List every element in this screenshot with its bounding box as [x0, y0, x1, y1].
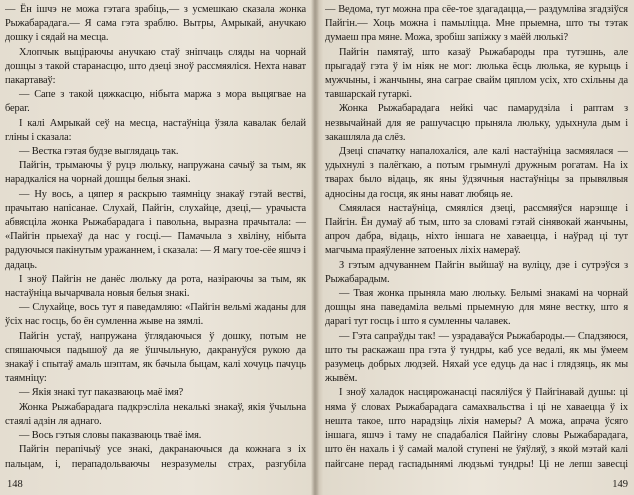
paragraph: І зноў Пайгін не данёс люльку да рота, назіраючы за тым, як настаўніца вычарчвала новыя белыя знакі.	[5, 273, 306, 300]
paragraph: Пайгін, трымаючы ў руцэ люльку, напружана сачыў за тым, як нарадкаліся на чорнай дошцы белыя знакі.	[5, 160, 306, 186]
paragraph: Пайгін перапічыў усе знакі, дакранаючыся да кожнага з іх пальцам, і, перападольваючы незразумелы страх, разгубіла	[5, 444, 306, 470]
paragraph: — Слухайце, вось тут я паведамляю: «Пайгін вельмі жаданы для ўсіх нас госць, бо ён сумленна жыве на зямлі.	[5, 302, 306, 328]
page-number-right: 149	[612, 479, 628, 490]
paragraph: — Ён ішчэ не можа гэтага зрабіць,— з усмешкаю сказала жонка Рыжабарадага.— Я сама гэта зраблю. Вытры, Амрыкай, анучкаю дошку і сядай на месца.	[5, 4, 306, 44]
paragraph: Жонка Рыжабарадага нейкі час памарудзіла і раптам з незвычайнай для яе рашучасцю прыняла люльку, удыхнула дым і закашляла да слёз.	[325, 103, 628, 143]
page-number-left: 148	[7, 479, 23, 490]
paragraph: — Твая жонка прыняла маю люльку. Белымі знакамі на чорнай дошцы яна паведаміла вельмі прыемную для мяне вестку, што я дарагі тут госць і што я сумленны чалавек.	[325, 288, 628, 328]
paragraph: Пайгін устаў, напружана ўглядаючыся ў дошку, потым не спяшаючыся падышоў да яе ўшчыльную, дакрануўся рукою да знакаў і спытаў амаль шэптам, як бачыла быцам, калі хочуць пачуць таямніцу:	[5, 330, 306, 385]
paragraph: Смяялася настаўніца, смяяліся дзеці, рассмяяўся нарэшце і Пайгін. Ён думаў аб тым, што за словамі гэтай сінявокай жанчыны, апроч дабра, відаць, ніхто іншага не хаваецца, і наўрад ці тут магчыма праяўленне затоеных ліхіх намераў.	[325, 202, 628, 257]
book-gutter	[311, 0, 319, 495]
paragraph: — Ну вось, а цяпер я раскрыю таямніцу знакаў гэтай вестві, прачытаю напісанае. Слухай, Пайгін, слухайце, дзеці,— урачыста абвясціла жонка Рыжабарадага і павольна, выразна прачытала: — «Пайгін прыехаў да нас у госці.— Памачыла з хвіліну, нібыта радуючыся пакінутым уражаннем, і сказала: — Я магу тое-сёе яшчэ і дадаць.	[5, 188, 306, 271]
paragraph: Жонка Рыжабарадага падкрэсліла некалькі знакаў, якія ўчыльна стаялі адзін ля аднаго.	[5, 401, 306, 427]
paragraph: З гэтым адчуваннем Пайгін выйшаў на вуліцу, дзе і сутрэўся з Рыжабарадым.	[325, 259, 628, 285]
left-page	[5, 3, 306, 473]
paragraph: — Вось гэтыя словы паказваюць тваё імя.	[19, 430, 202, 442]
right-page	[325, 3, 628, 473]
paragraph: — Ведома, тут можна пра сёе-тое здагадацца,— раздумліва згадзіўся Пайгін.— Хоць можна і памыліцца. Мне прыемна, што ты тэтак думаеш пра мяне. Можа, зробіш запіжку з маёй люлькі?	[325, 4, 628, 44]
paragraph: І калі Амрыкай сеў на месца, настаўніца ўзяла кавалак белай гліны і сказала:	[5, 117, 306, 143]
paragraph: — Гэта сапраўды так! — узрадаваўся Рыжабароды.— Спадзяюся, што ты раскажаш пра гэта ў тундры, каб усе ведалі, як мы ўмеем разумець добрых людзей. Няхай усе едуць да нас і глядзяць, як мы жывём.	[325, 330, 628, 385]
paragraph: Дзеці спачатку напалохаліся, але калі настаўніца засмяялася — удыхнулі з палёгкаю, а потым грымнулі дружным рогатам. На іх тварах было відаць, як яны ўдзячныя настаўніцы за прывялвыя адносіны да госця, як яны нават любяць яе.	[325, 146, 628, 200]
paragraph: — Вестка гэтая будзе выглядаць так.	[19, 146, 179, 158]
paragraph: Хлопчык выціраючы анучкаю стаў зніпчаць сляды на чорнай дошцы з такой старанасцю, што дзеці зноў рассмяяліся. Нехта нават пакартаваў:	[5, 46, 306, 87]
paragraph: — Сапе з такой цяжкасцю, нібыта маржа з мора выцягвае на бераг.	[5, 89, 306, 115]
paragraph: І зноў халадок насцярожанасці пасяліўся ў Пайгінавай душы: ці няма ў словах Рыжабарадага самахвальства і ці не хаваецца ў іх нешта такое, што нарадзіць ліхія намеры? А можа, апрача ўсяго іншага, яшчэ і таму не спадабаліся Пайгіну словы Рыжабарадага, што ён нахаль і ў самай малой ступені не ўяўляў, з якой мэтай калі пайгсане перад гаспадынямі людзьмі тундры! Ці не лепш завесці	[325, 387, 628, 470]
paragraph: — Якія знакі тут паказваюць маё імя?	[19, 387, 184, 399]
paragraph: Пайгін памятаў, што казаў Рыжабароды пра тутэшнь, але прыгадаў гэта ў ім ніяк не мог: люлька ёсць люлька, яе курыць і мужчыны, і жанчыны, яна саграе свайм цяплом усіх, хто схільны да тавшарскай гутаркі.	[325, 46, 628, 101]
